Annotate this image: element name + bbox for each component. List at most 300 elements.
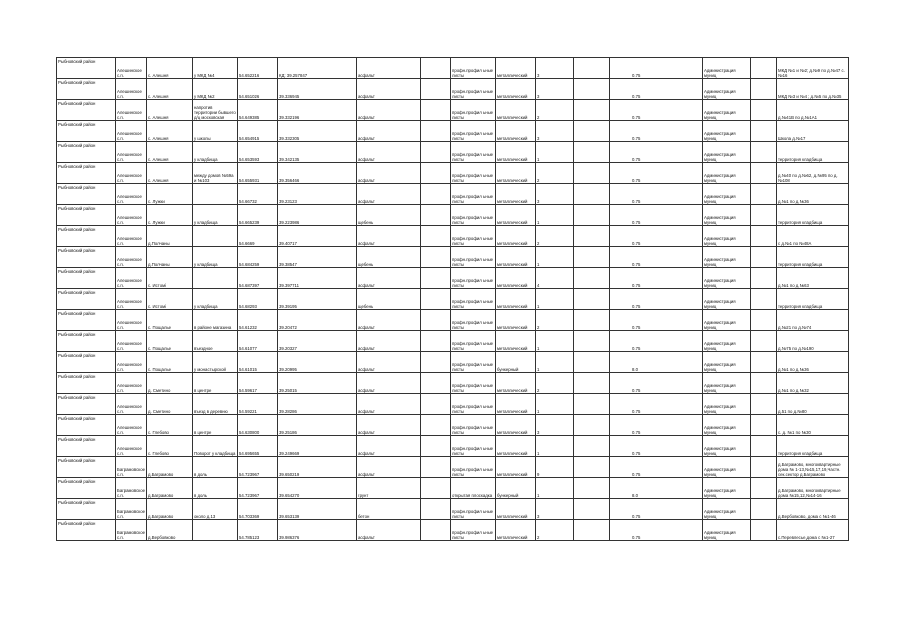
- table-row: [57, 520, 849, 541]
- settlement-cell: Алешинское с.п.: [116, 415, 147, 436]
- base-type-cell: профн.профил ьные листы: [451, 520, 496, 541]
- owner-cell: Администрация муниц: [703, 310, 751, 331]
- fence-cell: металлический: [496, 142, 536, 163]
- address-cell: у монастырской: [193, 352, 238, 373]
- fence-cell: металлический: [496, 100, 536, 121]
- address-cell: у кладбища: [193, 205, 238, 226]
- settlement-cell: Алешинское с.п.: [116, 373, 147, 394]
- empty-cell: [574, 184, 610, 205]
- empty-cell: [574, 478, 610, 499]
- owner-cell: Администрация муниц: [703, 100, 751, 121]
- volume-cell: 8.0: [610, 478, 703, 499]
- district-cell: Рыбновский район: [57, 499, 116, 520]
- settlement-cell: Алешинское с.п.: [116, 352, 147, 373]
- locality-cell: с. Алешня: [147, 79, 193, 100]
- settlement-cell: Алешинское с.п.: [116, 331, 147, 352]
- settlement-cell: Алешинское с.п.: [116, 100, 147, 121]
- base-type-cell: профн.профил ьные листы: [451, 121, 496, 142]
- volume-cell: 0.75: [610, 58, 703, 79]
- container-count-cell: 4: [536, 268, 574, 289]
- fence-cell: металлический: [496, 268, 536, 289]
- empty-cell: [421, 331, 451, 352]
- base-type-cell: профн.профил ьные листы: [451, 394, 496, 415]
- container-count-cell: 2: [536, 226, 574, 247]
- empty-cell: [751, 289, 777, 310]
- container-count-cell: 2: [536, 373, 574, 394]
- served-objects-cell: Школа д.№17: [777, 121, 849, 142]
- longitude-cell: 39.38547: [278, 247, 357, 268]
- empty-cell: [421, 373, 451, 394]
- owner-cell: Администрация муниц: [703, 58, 751, 79]
- served-objects-cell: д.№40 по д.№62, д.№95 по д.№108: [777, 163, 849, 184]
- surface-cell: асфальт: [357, 142, 421, 163]
- fence-cell: металлический: [496, 394, 536, 415]
- empty-cell: [574, 310, 610, 331]
- base-type-cell: профн.профил ьные листы: [451, 268, 496, 289]
- district-cell: Рыбновский район: [57, 226, 116, 247]
- empty-cell: [751, 226, 777, 247]
- settlement-cell: Алешинское с.п.: [116, 226, 147, 247]
- empty-cell: [751, 205, 777, 226]
- settlement-cell: Алешинское с.п.: [116, 184, 147, 205]
- volume-cell: 0.75: [610, 121, 703, 142]
- container-count-cell: 2: [536, 520, 574, 541]
- longitude-cell: 39.397711: [278, 268, 357, 289]
- empty-cell: [574, 436, 610, 457]
- base-type-cell: профн.профил ьные листы: [451, 226, 496, 247]
- owner-cell: Администрация муниц: [703, 520, 751, 541]
- served-objects-cell: д.№21 по д.№74: [777, 310, 849, 331]
- empty-cell: [574, 331, 610, 352]
- empty-cell: [421, 436, 451, 457]
- settlement-cell: Алешинское с.п.: [116, 58, 147, 79]
- volume-cell: 0.75: [610, 268, 703, 289]
- longitude-cell: 39.223986: [278, 205, 357, 226]
- base-type-cell: профн.профил ьные листы: [451, 100, 496, 121]
- district-cell: Рыбновский район: [57, 520, 116, 541]
- surface-cell: асфальт: [357, 457, 421, 478]
- volume-cell: 0.75: [610, 373, 703, 394]
- settlement-cell: Баграмовское с.п.: [116, 457, 147, 478]
- latitude-cell: 54.695655: [238, 436, 278, 457]
- district-cell: Рыбновский район: [57, 121, 116, 142]
- surface-cell: щебень: [357, 247, 421, 268]
- fence-cell: металлический: [496, 373, 536, 394]
- served-objects-cell: д.№1 по д.№36: [777, 184, 849, 205]
- empty-cell: [421, 247, 451, 268]
- served-objects-cell: д.№41В по д.№1А1: [777, 100, 849, 121]
- locality-cell: д.Полчаны: [147, 226, 193, 247]
- district-cell: Рыбновский район: [57, 415, 116, 436]
- base-type-cell: профн.профил ьные листы: [451, 436, 496, 457]
- table-row: [57, 184, 849, 205]
- address-cell: у кладбища: [193, 142, 238, 163]
- owner-cell: Администрация муниц: [703, 163, 751, 184]
- base-type-cell: профн.профил ьные листы: [451, 79, 496, 100]
- table-row: [57, 394, 849, 415]
- fence-cell: металлический: [496, 331, 536, 352]
- surface-cell: асфальт: [357, 268, 421, 289]
- empty-cell: [751, 121, 777, 142]
- surface-cell: асфальт: [357, 394, 421, 415]
- locality-cell: с. Глебово: [147, 415, 193, 436]
- table-row: [57, 415, 849, 436]
- settlement-cell: Алешинское с.п.: [116, 121, 147, 142]
- district-cell: Рыбновский район: [57, 142, 116, 163]
- base-type-cell: профн.профил ьные листы: [451, 331, 496, 352]
- longitude-cell: КД: 39.257847: [278, 58, 357, 79]
- table-row: [57, 268, 849, 289]
- fence-cell: металлический: [496, 226, 536, 247]
- longitude-cell: 39.20995: [278, 352, 357, 373]
- longitude-cell: 39.25015: [278, 373, 357, 394]
- container-count-cell: 3: [536, 121, 574, 142]
- container-count-cell: 3: [536, 415, 574, 436]
- empty-cell: [421, 226, 451, 247]
- empty-cell: [574, 58, 610, 79]
- surface-cell: бетон: [357, 499, 421, 520]
- container-count-cell: 1: [536, 352, 574, 373]
- owner-cell: Администрация муниц: [703, 457, 751, 478]
- address-cell: в районе магазина: [193, 310, 238, 331]
- address-cell: [193, 226, 238, 247]
- address-cell: у кладбища: [193, 247, 238, 268]
- container-count-cell: 3: [536, 184, 574, 205]
- latitude-cell: 54.654915: [238, 121, 278, 142]
- served-objects-cell: д.№1 по д.№36: [777, 352, 849, 373]
- address-cell: в центре: [193, 373, 238, 394]
- address-cell: у МКД №4: [193, 58, 238, 79]
- empty-cell: [421, 142, 451, 163]
- surface-cell: асфальт: [357, 226, 421, 247]
- district-cell: Рыбновский район: [57, 352, 116, 373]
- empty-cell: [421, 100, 451, 121]
- served-objects-cell: д.Баграмово, многоквартирные дома №15,12,№14-16: [777, 478, 849, 499]
- locality-cell: д.Баграмово: [147, 478, 193, 499]
- data-table: [56, 57, 849, 541]
- empty-cell: [751, 163, 777, 184]
- locality-cell: с. Истомі: [147, 268, 193, 289]
- empty-cell: [751, 415, 777, 436]
- empty-cell: [574, 289, 610, 310]
- longitude-cell: 39.653139: [278, 499, 357, 520]
- table-row: [57, 58, 849, 79]
- container-count-cell: 1: [536, 436, 574, 457]
- settlement-cell: Алешинское с.п.: [116, 268, 147, 289]
- fence-cell: металлический: [496, 247, 536, 268]
- base-type-cell: профн.профил ьные листы: [451, 499, 496, 520]
- fence-cell: металлический: [496, 58, 536, 79]
- locality-cell: с. Алешня: [147, 121, 193, 142]
- address-cell: напротив территории бывшего д/ц московская: [193, 100, 238, 121]
- table-row: [57, 436, 849, 457]
- latitude-cell: 54.59617: [238, 373, 278, 394]
- fence-cell: бункерный: [496, 352, 536, 373]
- owner-cell: Администрация муниц: [703, 436, 751, 457]
- fence-cell: металлический: [496, 499, 536, 520]
- owner-cell: Администрация муниц: [703, 226, 751, 247]
- address-cell: у МКД №2: [193, 79, 238, 100]
- base-type-cell: профн.профил ьные листы: [451, 142, 496, 163]
- fence-cell: металлический: [496, 415, 536, 436]
- locality-cell: д. Сметино: [147, 394, 193, 415]
- owner-cell: Администрация муниц: [703, 352, 751, 373]
- table-row: [57, 352, 849, 373]
- empty-cell: [751, 184, 777, 205]
- base-type-cell: профн.профил ьные листы: [451, 205, 496, 226]
- container-count-cell: 3: [536, 79, 574, 100]
- owner-cell: Администрация муниц: [703, 121, 751, 142]
- served-objects-cell: д.№1 по д.№32: [777, 373, 849, 394]
- served-objects-cell: территория кладбища: [777, 247, 849, 268]
- served-objects-cell: территория кладбища: [777, 436, 849, 457]
- surface-cell: асфальт: [357, 352, 421, 373]
- volume-cell: 0.75: [610, 436, 703, 457]
- longitude-cell: 39.356466: [278, 163, 357, 184]
- base-type-cell: профн.профил ьные листы: [451, 310, 496, 331]
- locality-cell: с. Пощалье: [147, 310, 193, 331]
- empty-cell: [751, 394, 777, 415]
- table-row: [57, 331, 849, 352]
- address-cell: между домов №59а и №103: [193, 163, 238, 184]
- address-cell: в доль: [193, 478, 238, 499]
- table-row: [57, 163, 849, 184]
- longitude-cell: 39.332196: [278, 100, 357, 121]
- district-cell: Рыбновский район: [57, 478, 116, 499]
- latitude-cell: 54.59221: [238, 394, 278, 415]
- base-type-cell: профн.профил ьные листы: [451, 247, 496, 268]
- surface-cell: асфальт: [357, 163, 421, 184]
- latitude-cell: 54.6669: [238, 226, 278, 247]
- table-row: [57, 373, 849, 394]
- owner-cell: Администрация муниц: [703, 373, 751, 394]
- empty-cell: [574, 121, 610, 142]
- table-row: [57, 478, 849, 499]
- owner-cell: Администрация муниц: [703, 184, 751, 205]
- volume-cell: 0.75: [610, 184, 703, 205]
- container-count-cell: 1: [536, 205, 574, 226]
- base-type-cell: профн.профил ьные листы: [451, 163, 496, 184]
- fence-cell: металлический: [496, 310, 536, 331]
- owner-cell: Администрация муниц: [703, 394, 751, 415]
- empty-cell: [421, 478, 451, 499]
- address-cell: около д.13: [193, 499, 238, 520]
- district-cell: Рыбновский район: [57, 457, 116, 478]
- settlement-cell: Алешинское с.п.: [116, 436, 147, 457]
- volume-cell: 0.75: [610, 394, 703, 415]
- district-cell: Рыбновский район: [57, 289, 116, 310]
- empty-cell: [751, 79, 777, 100]
- latitude-cell: 54.723967: [238, 478, 278, 499]
- volume-cell: 0.75: [610, 79, 703, 100]
- longitude-cell: 39.654270: [278, 478, 357, 499]
- address-cell: [193, 268, 238, 289]
- surface-cell: асфальт: [357, 436, 421, 457]
- volume-cell: 0.75: [610, 163, 703, 184]
- settlement-cell: Алешинское с.п.: [116, 79, 147, 100]
- latitude-cell: 54.652216: [238, 58, 278, 79]
- address-cell: [193, 184, 238, 205]
- settlement-cell: Алешинское с.п.: [116, 310, 147, 331]
- empty-cell: [751, 520, 777, 541]
- table-row: [57, 142, 849, 163]
- empty-cell: [574, 79, 610, 100]
- surface-cell: асфальт: [357, 100, 421, 121]
- empty-cell: [574, 100, 610, 121]
- longitude-cell: 39.39195: [278, 289, 357, 310]
- fence-cell: металлический: [496, 520, 536, 541]
- container-count-cell: 3: [536, 58, 574, 79]
- latitude-cell: 54.68293: [238, 289, 278, 310]
- district-cell: Рыбновский район: [57, 310, 116, 331]
- surface-cell: грунт: [357, 478, 421, 499]
- empty-cell: [574, 163, 610, 184]
- longitude-cell: 39.336945: [278, 79, 357, 100]
- empty-cell: [751, 436, 777, 457]
- empty-cell: [751, 268, 777, 289]
- settlement-cell: Алешинское с.п.: [116, 394, 147, 415]
- district-cell: Рыбновский район: [57, 394, 116, 415]
- empty-cell: [574, 268, 610, 289]
- latitude-cell: 54.649385: [238, 100, 278, 121]
- volume-cell: 0.75: [610, 520, 703, 541]
- table-body: [57, 58, 849, 541]
- district-cell: Рыбновский район: [57, 79, 116, 100]
- empty-cell: [751, 100, 777, 121]
- longitude-cell: 39.650219: [278, 457, 357, 478]
- longitude-cell: 39.249669: [278, 436, 357, 457]
- volume-cell: 0.75: [610, 499, 703, 520]
- table-row: [57, 226, 849, 247]
- served-objects-cell: с. д. №1 по №30: [777, 415, 849, 436]
- container-count-cell: 1: [536, 247, 574, 268]
- latitude-cell: 54.61232: [238, 310, 278, 331]
- settlement-cell: Баграмовское с.п.: [116, 478, 147, 499]
- volume-cell: 0.75: [610, 310, 703, 331]
- owner-cell: Администрация муниц: [703, 268, 751, 289]
- owner-cell: Администрация муниц: [703, 499, 751, 520]
- longitude-cell: 39.23123: [278, 184, 357, 205]
- latitude-cell: 54.785123: [238, 520, 278, 541]
- latitude-cell: 54.61077: [238, 331, 278, 352]
- surface-cell: асфальт: [357, 373, 421, 394]
- district-cell: Рыбновский район: [57, 100, 116, 121]
- locality-cell: с. Лужки: [147, 205, 193, 226]
- address-cell: [193, 520, 238, 541]
- latitude-cell: 54.651026: [238, 79, 278, 100]
- served-objects-cell: с.Перевлесье,дома с №1-27: [777, 520, 849, 541]
- surface-cell: асфальт: [357, 121, 421, 142]
- fence-cell: металлический: [496, 184, 536, 205]
- district-cell: Рыбновский район: [57, 184, 116, 205]
- empty-cell: [421, 184, 451, 205]
- served-objects-cell: МКД №3 и №4 ; д.№5 по д.№35: [777, 79, 849, 100]
- served-objects-cell: д.№1 по д.№63: [777, 268, 849, 289]
- fence-cell: металлический: [496, 289, 536, 310]
- base-type-cell: профн.профил ьные листы: [451, 373, 496, 394]
- surface-cell: асфальт: [357, 310, 421, 331]
- empty-cell: [421, 520, 451, 541]
- district-cell: Рыбновский район: [57, 268, 116, 289]
- served-objects-cell: МКД №1 и №2; д.№9 по д.№47 с.№16: [777, 58, 849, 79]
- latitude-cell: 54.687397: [238, 268, 278, 289]
- empty-cell: [751, 457, 777, 478]
- empty-cell: [421, 415, 451, 436]
- volume-cell: 0.75: [610, 100, 703, 121]
- locality-cell: д.Баграмово: [147, 499, 193, 520]
- latitude-cell: 54.66732: [238, 184, 278, 205]
- locality-cell: д.Полчаны: [147, 247, 193, 268]
- empty-cell: [421, 457, 451, 478]
- empty-cell: [421, 352, 451, 373]
- container-count-cell: 1: [536, 289, 574, 310]
- empty-cell: [751, 352, 777, 373]
- locality-cell: с. Пощалье: [147, 352, 193, 373]
- longitude-cell: 39.40717: [278, 226, 357, 247]
- volume-cell: 0.75: [610, 205, 703, 226]
- table-row: [57, 121, 849, 142]
- empty-cell: [574, 520, 610, 541]
- longitude-cell: 39.20472: [278, 310, 357, 331]
- district-cell: Рыбновский район: [57, 163, 116, 184]
- empty-cell: [421, 394, 451, 415]
- locality-cell: с. Алешня: [147, 163, 193, 184]
- address-cell: в центре: [193, 415, 238, 436]
- volume-cell: 0.75: [610, 226, 703, 247]
- empty-cell: [751, 58, 777, 79]
- latitude-cell: 54.653593: [238, 142, 278, 163]
- served-objects-cell: с д.№1 по №48А: [777, 226, 849, 247]
- district-cell: Рыбновский район: [57, 436, 116, 457]
- address-cell: Поворот у кладбища: [193, 436, 238, 457]
- latitude-cell: 54.61015: [238, 352, 278, 373]
- container-count-cell: 2: [536, 163, 574, 184]
- served-objects-cell: д.Вербовково, дома с №1-46: [777, 499, 849, 520]
- settlement-cell: Алешинское с.п.: [116, 247, 147, 268]
- address-cell: в доль: [193, 457, 238, 478]
- fence-cell: металлический: [496, 163, 536, 184]
- locality-cell: с. Глебово: [147, 436, 193, 457]
- served-objects-cell: территория кладбища: [777, 142, 849, 163]
- table-row: [57, 310, 849, 331]
- owner-cell: Администрация муниц: [703, 205, 751, 226]
- district-cell: Рыбновский район: [57, 247, 116, 268]
- volume-cell: 0.75: [610, 415, 703, 436]
- longitude-cell: 39.20327: [278, 331, 357, 352]
- latitude-cell: 54.723967: [238, 457, 278, 478]
- container-count-cell: 2: [536, 310, 574, 331]
- surface-cell: асфальт: [357, 520, 421, 541]
- empty-cell: [574, 373, 610, 394]
- settlement-cell: Алешинское с.п.: [116, 163, 147, 184]
- locality-cell: с. Алешня: [147, 58, 193, 79]
- locality-cell: д.Баграмово: [147, 457, 193, 478]
- fence-cell: металлический: [496, 205, 536, 226]
- address-cell: въезд в деревню: [193, 394, 238, 415]
- base-type-cell: профн.профил ьные листы: [451, 352, 496, 373]
- empty-cell: [751, 142, 777, 163]
- locality-cell: с. Лужки: [147, 184, 193, 205]
- base-type-cell: открытая плоскадка: [451, 478, 496, 499]
- surface-cell: асфальт: [357, 331, 421, 352]
- surface-cell: асфальт: [357, 58, 421, 79]
- locality-cell: с. Алешня: [147, 100, 193, 121]
- base-type-cell: профн.профил ьные листы: [451, 289, 496, 310]
- empty-cell: [421, 268, 451, 289]
- container-count-cell: 9: [536, 457, 574, 478]
- empty-cell: [421, 289, 451, 310]
- longitude-cell: 39.28286: [278, 394, 357, 415]
